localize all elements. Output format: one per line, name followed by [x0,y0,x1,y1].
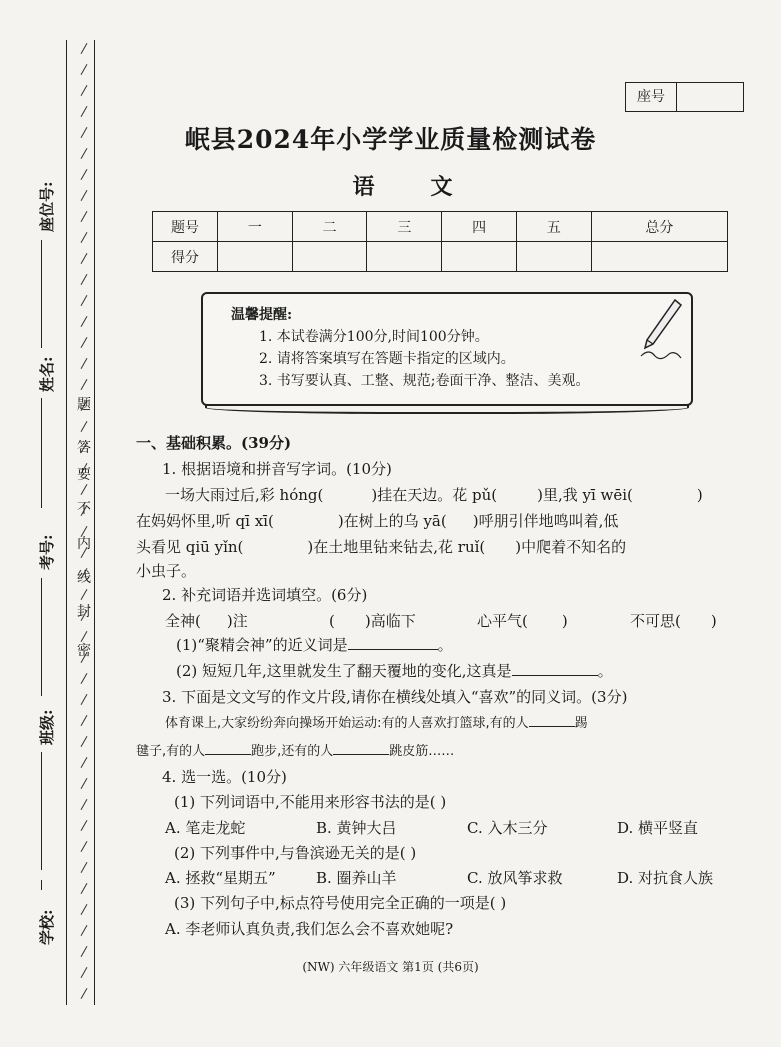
q3-blank-3[interactable] [333,740,389,755]
q4-sub2-option[interactable]: D. 对抗食人族 [617,869,714,887]
seal-slash-mark [81,757,88,768]
q2-idiom-part: )注 [226,612,248,630]
q3-blank-1[interactable] [529,712,575,727]
q4-stem: 4. 选一选。(10分) [162,768,287,786]
q2-idiom-part: 不可思( [630,612,681,630]
seal-slash-mark [81,883,88,894]
score-table [152,211,728,272]
side-label-school: 学校: [38,909,56,945]
school-write-line[interactable] [41,880,42,890]
seal-slash-mark [81,946,88,957]
reminder-item: 3. 书写要认真、工整、规范;卷面干净、整洁、美观。 [259,373,590,389]
seal-slash-mark [81,106,88,117]
q3-stem: 3. 下面是文文写的作文片段,请你在横线处填入“喜欢”的同义词。(3分) [162,688,628,706]
name-write-line[interactable] [41,398,42,508]
q1-text-part: ) [696,486,703,504]
seat-number-box [625,82,744,112]
q1-text-end: 小虫子。 [136,562,197,580]
q4-sub1-option[interactable]: A. 笔走龙蛇 [165,819,246,837]
score-cell[interactable] [367,242,442,272]
reminder-title: 温馨提醒: [231,307,293,323]
q4-sub3-option[interactable]: A. 李老师认真负责,我们怎么会不喜欢她呢? [165,920,454,938]
q4-sub2-option[interactable]: A. 拯救“星期五” [165,869,276,887]
class-write-line[interactable] [41,752,42,870]
reminder-item: 2. 请将答案填写在答题卡指定的区域内。 [259,351,515,367]
seal-char: 内 [77,536,91,552]
side-label-class: 班级: [38,709,56,745]
seal-slash-mark [81,736,88,747]
score-table-header-row [153,212,728,242]
q3-passage-part: 踢 [574,716,588,731]
score-cell[interactable] [218,242,293,272]
side-label-exam-no: 考号: [38,534,56,570]
reminder-item: 1. 本试卷满分100分,时间100分钟。 [259,329,489,345]
q1-text-part: )挂在天边。花 pǔ( [371,486,498,504]
exam-title: 岷县2024年小学学业质量检测试卷 [184,125,597,154]
q4-sub1: (1) 下列词语中,不能用来形容书法的是( ) [174,793,447,811]
section1-heading: 一、基础积累。(39分) [136,434,292,452]
q1-text-part: )里,我 yī wēi( [537,486,633,504]
score-cell[interactable] [591,242,727,272]
seal-slash-mark [81,421,88,432]
q3-passage-part: 体育课上,大家纷纷奔向操场开始运动:有的人喜欢打篮球,有的人 [165,716,529,731]
seal-slash-mark [81,211,88,222]
side-label-name: 姓名: [38,356,56,392]
score-table-header: 三 [367,212,442,242]
exam-no-write-line[interactable] [41,578,42,696]
q4-sub2-option[interactable]: B. 圈养山羊 [316,869,397,887]
seal-slash-mark [81,799,88,810]
score-table-header: 题号 [153,212,218,242]
q1-text-part: 在妈妈怀里,听 qī xī( [136,512,274,530]
seal-slash-mark [81,358,88,369]
seal-slash-mark [81,673,88,684]
seal-slash-mark [81,988,88,999]
q2-idiom-part: 心平气( [477,612,528,630]
score-cell[interactable] [292,242,367,272]
q4-sub2: (2) 下列事件中,与鲁滨逊无关的是( ) [174,844,417,862]
q4-sub2-option[interactable]: C. 放风筝求救 [467,869,563,887]
q3-passage-part: 跑步,还有的人 [251,744,334,759]
seal-slash-mark [81,820,88,831]
q2-idiom-part: ( [329,612,335,630]
seal-char: 不 [77,501,91,517]
score-table-header: 二 [292,212,367,242]
q1-text [136,536,626,557]
q2-idiom [165,610,248,631]
seal-slash-mark [81,841,88,852]
seal-slash-mark [81,379,88,390]
q1-text-part: )在土地里钻来钻去,花 ruǐ( [307,538,486,556]
seal-slash-mark [81,337,88,348]
q3-passage [136,740,454,759]
seal-slash-mark [81,925,88,936]
q2-idiom-part: ) [710,612,717,630]
seal-slash-mark [81,715,88,726]
q2-idiom-part: ) [561,612,568,630]
q2-stem: 2. 补充词语并选词填空。(6分) [162,586,368,604]
q1-text-part: )呼朋引伴地鸣叫着,低 [472,512,619,530]
q2-sub2-text: (2) 短短几年,这里就发生了翻天覆地的变化,这真是 [176,662,512,680]
seal-slash-mark [81,316,88,327]
seal-slash-mark [81,232,88,243]
side-label-seat: 座位号: [38,181,56,232]
q3-blank-2[interactable] [205,740,251,755]
score-table-header: 四 [442,212,517,242]
q2-idiom [477,610,568,631]
q1-text-part: )在树上的乌 yā( [337,512,447,530]
q2-idiom-part: )高临下 [364,612,416,630]
seal-slash-mark [81,862,88,873]
q2-sub2-answer-line[interactable] [512,661,598,676]
seal-char: 答 [77,440,91,456]
q4-sub1-option[interactable]: B. 黄钟大吕 [316,819,397,837]
score-table-header: 五 [516,212,591,242]
reminder-box [201,292,693,406]
q3-passage [165,712,588,731]
q1-text [136,510,618,531]
score-cell[interactable] [442,242,517,272]
seal-char: 封 [77,604,91,620]
score-table-header: 一 [218,212,293,242]
seal-slash-mark [81,589,88,600]
seal-char: 要 [77,467,91,483]
seat-number-field[interactable] [677,83,743,111]
q4-sub1-option[interactable]: C. 入木三分 [467,819,548,837]
seal-slash-mark [81,274,88,285]
score-cell[interactable] [516,242,591,272]
q2-idiom-part: 全神( [165,612,201,630]
page-footer: (NW) 六年级语文 第1页 (共6页) [302,960,479,974]
q1-text-part: 一场大雨过后,彩 hóng( [165,486,324,504]
seal-char: 题 [77,397,91,413]
seat-number-label: 座号 [626,83,677,111]
seal-slash-mark [81,43,88,54]
seal-char: 线 [77,570,91,586]
q2-sub2: (2) 短短几年,这里就发生了翻天覆地的变化,这真是 。 [176,662,613,680]
seal-slash-mark [81,694,88,705]
seal-slash-mark [81,85,88,96]
q1-text-part: )中爬着不知名的 [515,538,627,556]
q3-passage-part: 跳皮筋…… [389,744,455,759]
score-row-label: 得分 [153,242,218,272]
q4-sub3: (3) 下列句子中,标点符号使用完全正确的一项是( ) [174,894,507,912]
q4-sub1-option[interactable]: D. 横平竖直 [617,819,699,837]
score-table-header: 总分 [591,212,727,242]
q2-idiom [329,610,416,631]
seal-slash-mark [81,904,88,915]
seal-slash-mark [81,295,88,306]
seal-slash-mark [81,484,88,495]
q2-sub1-answer-line[interactable] [348,635,438,650]
q2-idiom [630,610,717,631]
seal-slash-mark [81,778,88,789]
q1-text [165,484,703,505]
q1-stem: 1. 根据语境和拼音写字词。(10分) [162,460,392,478]
score-table-score-row [153,242,728,272]
seat-write-line[interactable] [41,240,42,348]
q3-passage-part: 毽子,有的人 [136,744,206,759]
subject-title: 语文 [352,174,509,200]
seal-char: 密 [77,643,91,659]
seal-slash-mark [81,64,88,75]
q2-sub1: (1)“聚精会神”的近义词是 。 [176,636,453,654]
pen-icon [635,296,685,366]
q2-sub1-text: (1)“聚精会神”的近义词是 [176,636,348,654]
seal-slash-mark [81,253,88,264]
q1-text-part: 头看见 qiū yǐn( [136,538,244,556]
